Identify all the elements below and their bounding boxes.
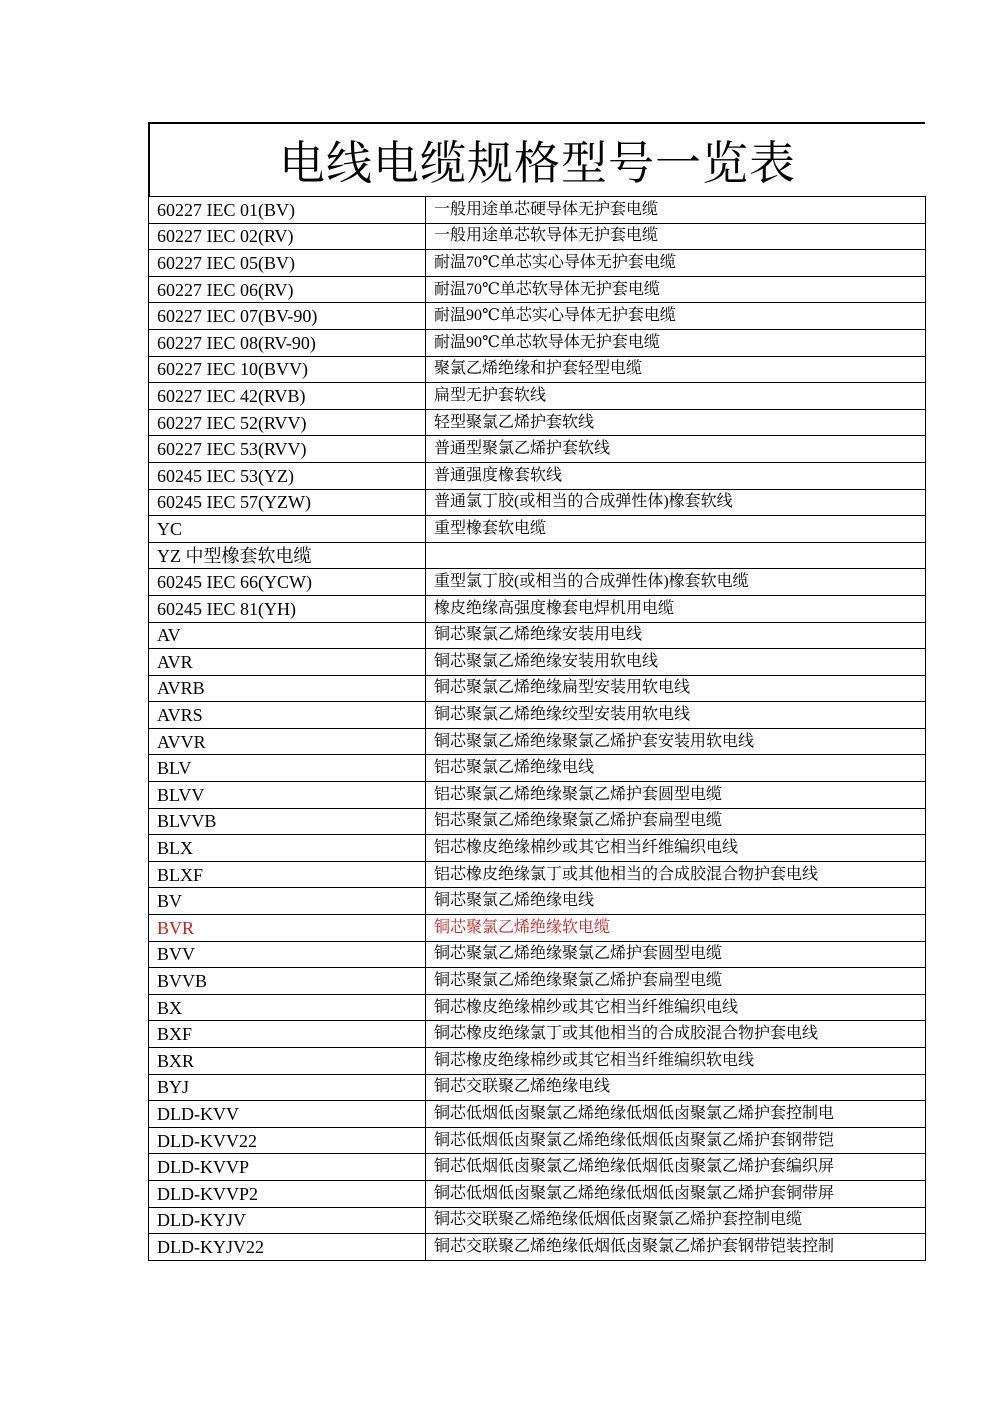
model-code-cell: BX [149, 994, 426, 1021]
description-cell: 铜芯橡皮绝缘氯丁或其他相当的合成胶混合物护套电线 [426, 1021, 926, 1048]
table-row [149, 1234, 926, 1261]
description-cell: 铝芯橡皮绝缘氯丁或其他相当的合成胶混合物护套电线 [426, 861, 926, 888]
table-row [149, 276, 926, 303]
description-cell: 耐温90℃单芯实心导体无护套电缆 [426, 303, 926, 330]
model-code-cell: BLX [149, 835, 426, 862]
table-row [149, 329, 926, 356]
table-row [149, 1021, 926, 1048]
table-row [149, 569, 926, 596]
description-cell: 铜芯聚氯乙烯绝缘绞型安装用软电线 [426, 702, 926, 729]
table-row [149, 808, 926, 835]
table-row [149, 994, 926, 1021]
model-code-cell: 60227 IEC 42(RVB) [149, 383, 426, 410]
model-code-cell: BXR [149, 1048, 426, 1075]
model-code-cell: AVRS [149, 702, 426, 729]
description-cell: 耐温70℃单芯实心导体无护套电缆 [426, 250, 926, 277]
model-code-cell: 60245 IEC 53(YZ) [149, 462, 426, 489]
table-row [149, 861, 926, 888]
model-code-cell: 60227 IEC 06(RV) [149, 276, 426, 303]
table-row [149, 1074, 926, 1101]
table-row [149, 383, 926, 410]
description-cell: 铝芯聚氯乙烯绝缘聚氯乙烯护套圆型电缆 [426, 782, 926, 809]
description-cell: 铜芯交联聚乙烯绝缘低烟低卤聚氯乙烯护套控制电缆 [426, 1207, 926, 1234]
spec-table-body [149, 197, 926, 1261]
page-title: 电线电缆规格型号一览表 [148, 122, 925, 196]
cable-spec-table [148, 196, 926, 1261]
model-code-cell: 60227 IEC 53(RVV) [149, 436, 426, 463]
model-code-cell: 60245 IEC 57(YZW) [149, 489, 426, 516]
model-code-cell: BLVVB [149, 808, 426, 835]
description-cell: 铜芯聚氯乙烯绝缘扁型安装用软电线 [426, 675, 926, 702]
description-cell: 铜芯橡皮绝缘棉纱或其它相当纤维编织电线 [426, 994, 926, 1021]
description-cell: 耐温90℃单芯软导体无护套电缆 [426, 329, 926, 356]
description-cell: 橡皮绝缘高强度橡套电焊机用电缆 [426, 595, 926, 622]
model-code-cell: 60227 IEC 52(RVV) [149, 409, 426, 436]
description-cell: 铝芯聚氯乙烯绝缘聚氯乙烯护套扁型电缆 [426, 808, 926, 835]
description-cell: 铜芯聚氯乙烯绝缘聚氯乙烯护套圆型电缆 [426, 941, 926, 968]
table-row [149, 888, 926, 915]
description-cell: 轻型聚氯乙烯护套软线 [426, 409, 926, 436]
table-row [149, 1048, 926, 1075]
cable-spec-document [148, 122, 925, 1261]
table-row [149, 755, 926, 782]
table-row [149, 915, 926, 942]
table-row [149, 702, 926, 729]
table-row [149, 649, 926, 676]
description-cell: 铜芯聚氯乙烯绝缘安装用电线 [426, 622, 926, 649]
model-code-cell: 60227 IEC 10(BVV) [149, 356, 426, 383]
model-code-cell: 60227 IEC 02(RV) [149, 223, 426, 250]
model-code-cell: BVVB [149, 968, 426, 995]
description-cell: 一般用途单芯硬导体无护套电缆 [426, 197, 926, 224]
table-row [149, 1101, 926, 1128]
table-row [149, 542, 926, 569]
description-cell: 铜芯交联聚乙烯绝缘电线 [426, 1074, 926, 1101]
model-code-cell: BVR [149, 915, 426, 942]
model-code-cell: 60227 IEC 07(BV-90) [149, 303, 426, 330]
description-cell: 聚氯乙烯绝缘和护套轻型电缆 [426, 356, 926, 383]
description-cell: 铜芯交联聚乙烯绝缘低烟低卤聚氯乙烯护套钢带铠装控制 [426, 1234, 926, 1261]
description-cell: 铜芯橡皮绝缘棉纱或其它相当纤维编织软电线 [426, 1048, 926, 1075]
description-cell: 铜芯聚氯乙烯绝缘聚氯乙烯护套安装用软电线 [426, 728, 926, 755]
table-row [149, 409, 926, 436]
model-code-cell: AV [149, 622, 426, 649]
description-cell: 重型橡套软电缆 [426, 516, 926, 543]
description-cell: 重型氯丁胶(或相当的合成弹性体)橡套软电缆 [426, 569, 926, 596]
model-code-cell: DLD-KVV22 [149, 1127, 426, 1154]
model-code-cell: AVRB [149, 675, 426, 702]
model-code-cell: DLD-KVVP2 [149, 1180, 426, 1207]
model-code-cell: 60245 IEC 66(YCW) [149, 569, 426, 596]
description-cell: 一般用途单芯软导体无护套电缆 [426, 223, 926, 250]
description-cell: 耐温70℃单芯软导体无护套电缆 [426, 276, 926, 303]
description-cell: 普通型聚氯乙烯护套软线 [426, 436, 926, 463]
description-cell: 铝芯聚氯乙烯绝缘电线 [426, 755, 926, 782]
description-cell: 普通强度橡套软线 [426, 462, 926, 489]
model-code-cell: AVVR [149, 728, 426, 755]
description-cell: 普通氯丁胶(或相当的合成弹性体)橡套软线 [426, 489, 926, 516]
table-row [149, 436, 926, 463]
model-code-cell: BXF [149, 1021, 426, 1048]
model-code-cell: YZ 中型橡套软电缆 [149, 542, 426, 569]
table-row [149, 250, 926, 277]
table-row [149, 223, 926, 250]
description-cell: 铜芯聚氯乙烯绝缘电线 [426, 888, 926, 915]
model-code-cell: AVR [149, 649, 426, 676]
description-cell [426, 542, 926, 569]
description-cell: 铜芯低烟低卤聚氯乙烯绝缘低烟低卤聚氯乙烯护套钢带铠 [426, 1127, 926, 1154]
model-code-cell: BLVV [149, 782, 426, 809]
model-code-cell: BYJ [149, 1074, 426, 1101]
table-row [149, 728, 926, 755]
table-row [149, 835, 926, 862]
description-cell: 铜芯低烟低卤聚氯乙烯绝缘低烟低卤聚氯乙烯护套控制电 [426, 1101, 926, 1128]
model-code-cell: DLD-KVV [149, 1101, 426, 1128]
table-row [149, 489, 926, 516]
description-cell: 铜芯聚氯乙烯绝缘软电缆 [426, 915, 926, 942]
model-code-cell: 60227 IEC 01(BV) [149, 197, 426, 224]
table-row [149, 941, 926, 968]
model-code-cell: DLD-KVVP [149, 1154, 426, 1181]
table-row [149, 1207, 926, 1234]
model-code-cell: DLD-KYJV22 [149, 1234, 426, 1261]
table-row [149, 968, 926, 995]
table-row [149, 356, 926, 383]
table-row [149, 782, 926, 809]
description-cell: 铜芯低烟低卤聚氯乙烯绝缘低烟低卤聚氯乙烯护套编织屏 [426, 1154, 926, 1181]
table-row [149, 303, 926, 330]
model-code-cell: 60245 IEC 81(YH) [149, 595, 426, 622]
description-cell: 铜芯聚氯乙烯绝缘聚氯乙烯护套扁型电缆 [426, 968, 926, 995]
table-row [149, 675, 926, 702]
model-code-cell: BVV [149, 941, 426, 968]
table-row [149, 462, 926, 489]
description-cell: 铜芯低烟低卤聚氯乙烯绝缘低烟低卤聚氯乙烯护套铜带屏 [426, 1180, 926, 1207]
description-cell: 铝芯橡皮绝缘棉纱或其它相当纤维编织电线 [426, 835, 926, 862]
model-code-cell: 60227 IEC 08(RV-90) [149, 329, 426, 356]
description-cell: 铜芯聚氯乙烯绝缘安装用软电线 [426, 649, 926, 676]
table-row [149, 1154, 926, 1181]
table-row [149, 622, 926, 649]
model-code-cell: YC [149, 516, 426, 543]
table-row [149, 1180, 926, 1207]
model-code-cell: BV [149, 888, 426, 915]
table-row [149, 1127, 926, 1154]
model-code-cell: DLD-KYJV [149, 1207, 426, 1234]
model-code-cell: BLXF [149, 861, 426, 888]
model-code-cell: 60227 IEC 05(BV) [149, 250, 426, 277]
table-row [149, 197, 926, 224]
description-cell: 扁型无护套软线 [426, 383, 926, 410]
model-code-cell: BLV [149, 755, 426, 782]
table-row [149, 595, 926, 622]
table-row [149, 516, 926, 543]
